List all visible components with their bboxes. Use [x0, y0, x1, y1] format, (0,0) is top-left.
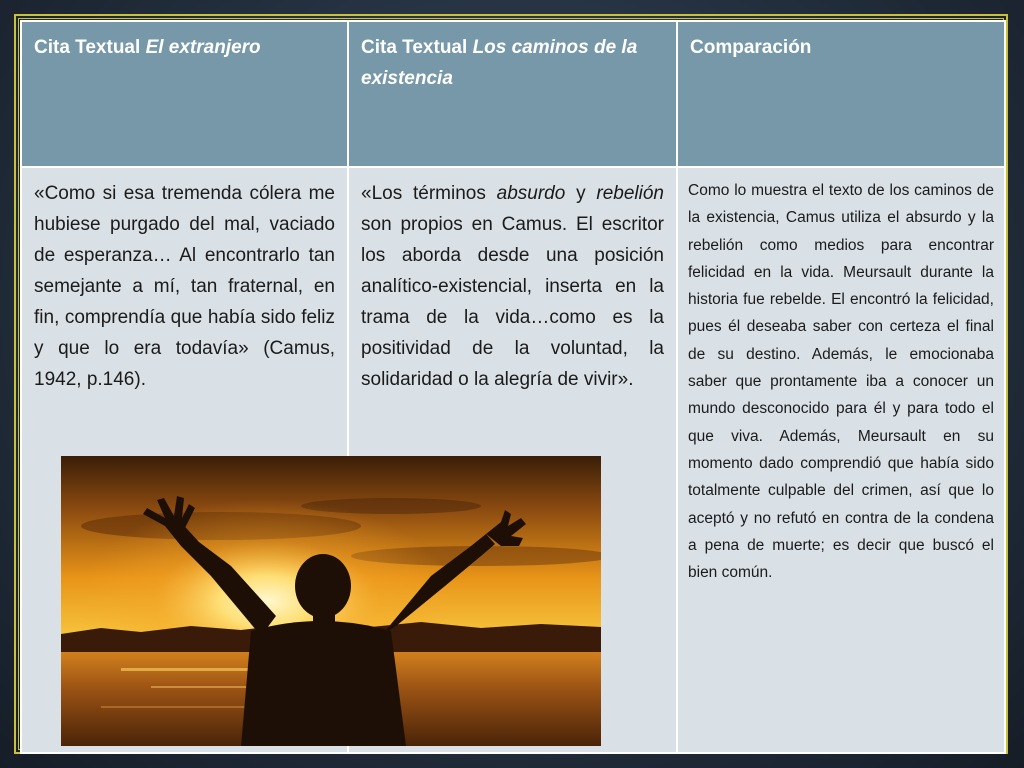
- table-header-row: [21, 21, 1005, 167]
- quote-caminos-text: [349, 168, 676, 395]
- header-title-extranjero: El extranjero: [145, 37, 261, 58]
- header-cell-comparacion: [677, 21, 1005, 167]
- quote-caminos-part: y: [565, 183, 597, 204]
- header-cell-caminos: [348, 21, 677, 167]
- header-title-comparacion: Comparación: [690, 37, 812, 58]
- quote-caminos-emphasis-rebelion: rebelión: [596, 183, 664, 204]
- sunset-photo: [61, 456, 601, 746]
- quote-caminos-part: «Los términos: [361, 183, 497, 204]
- quote-caminos-emphasis-absurdo: absurdo: [496, 183, 566, 204]
- header-title-caminos: Los caminos de la existencia: [361, 37, 638, 89]
- comparison-text: Como lo muestra el texto de los caminos de la existencia, Camus utiliza el absurdo y la rebelión como medios para encontrar felicidad en la vida. Meursault durante la historia fue rebelde. El encontró la felicidad, pues él deseaba saber con certeza el final de su destino. Además, le emocionaba saber que prontamente iba a conocer un mundo desconocido para él y para todo el que viva. Además, Meursault en su momento dado comprendió que había sido totalmente culpable del crimen, así que lo aceptó y no refutó en contra de la condena a pena de muerte; es decir que buscó el bien común.: [688, 182, 994, 582]
- sunset-person-arms-raised-icon: [61, 456, 601, 746]
- header-prefix: Cita Textual: [361, 37, 473, 58]
- header-cell-extranjero: [21, 21, 348, 167]
- quote-caminos-part: son propios en Camus. El escritor los aborda desde una posición analítico-existencial, inserta en la trama de la vida…como es la positividad de la voluntad, la solidaridad o la alegría de vivir».: [361, 214, 664, 390]
- header-prefix: Cita Textual: [34, 37, 146, 58]
- comparison-cell: [677, 167, 1005, 753]
- quote-extranjero-text: «Como si esa tremenda cólera me hubiese purgado del mal, vaciado de esperanza… Al encontrarlo tan semejante a mí, tan fraternal, en fin, comprendía que había sido feliz y que lo era todavía» (Camus, 1942, p.146).: [34, 183, 335, 390]
